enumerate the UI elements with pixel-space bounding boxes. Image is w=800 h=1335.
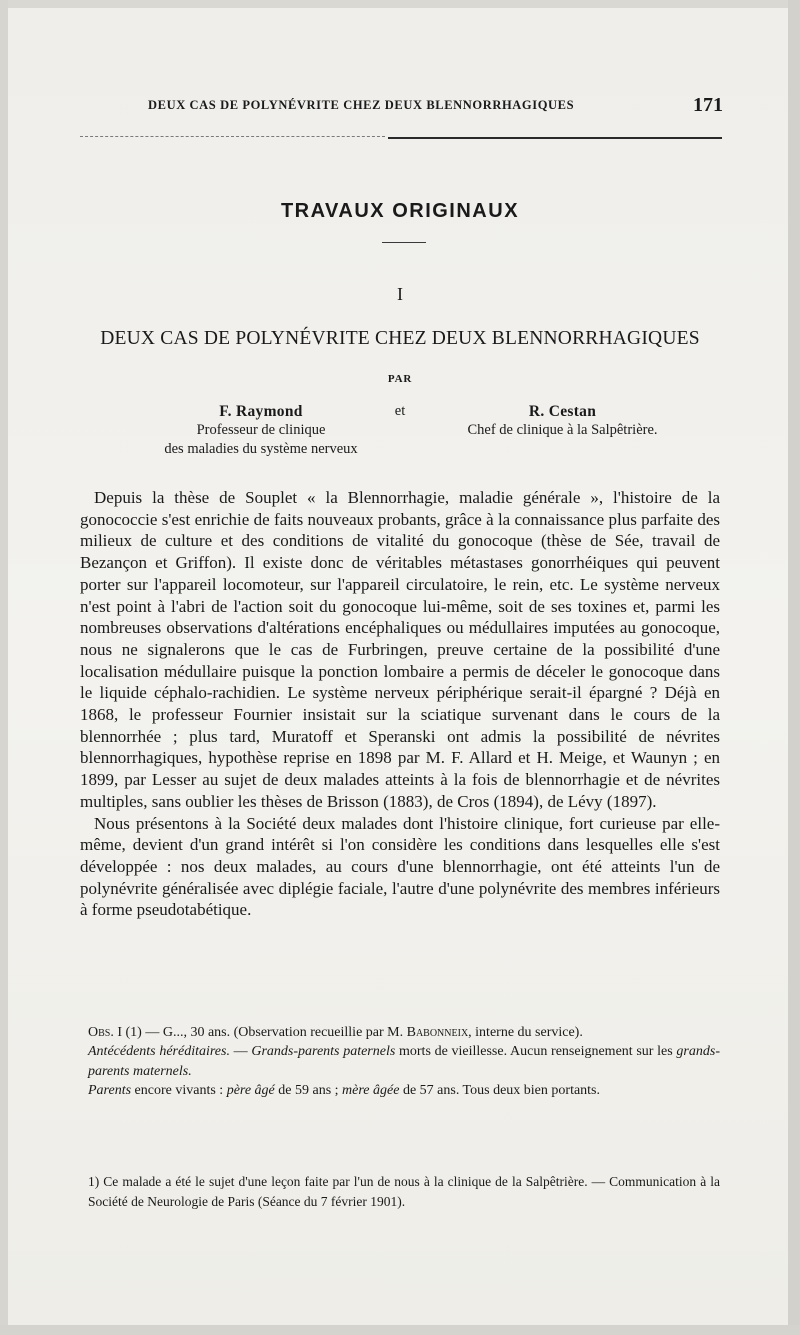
- page-number: 171: [693, 94, 723, 116]
- obs-label: Obs. I: [88, 1025, 123, 1040]
- author-2-name: R. Cestan: [528, 403, 597, 420]
- observation-block: [88, 1023, 720, 1101]
- article-title: DEUX CAS DE POLYNÉVRITE CHEZ DEUX BLENNORRHAGIQUES: [100, 328, 700, 349]
- header-rule-solid: [388, 137, 722, 139]
- footnote-text: 1) Ce malade a été le sujet d'une leçon faite par l'un de nous à la clinique de la Salpêtrière. — Communication à la Société de Neurologie de Paris (Séance du 7 février 1901).: [88, 1174, 720, 1209]
- observer-name: Babonneix: [406, 1025, 469, 1040]
- text-paternal: morts de vieillesse. Aucun renseignement sur les: [395, 1044, 677, 1060]
- author-1-role-line1: Professeur de clinique: [196, 422, 326, 438]
- footnote: [88, 1172, 720, 1212]
- running-head-title: DEUX CAS DE POLYNÉVRITE CHEZ DEUX BLENNORRHAGIQUES: [148, 98, 575, 112]
- author-1-name: F. Raymond: [219, 403, 303, 420]
- text-parents-3: de 57 ans. Tous deux bien portants.: [399, 1083, 601, 1099]
- author-2-role-line1: Chef de clinique à la Salpêtrière.: [467, 422, 658, 438]
- author-2: [440, 402, 685, 440]
- scan-edge-bottom: [0, 1325, 800, 1335]
- label-paternal: Grands-parents paternels: [251, 1044, 396, 1060]
- observation-hereditary: [88, 1042, 720, 1081]
- obs-tail: , interne du service).: [468, 1025, 583, 1040]
- body-paragraph-1: Depuis la thèse de Souplet « la Blennorrhagie, maladie générale », l'histoire de la gonococcie s'est enrichie de faits nouveaux probants, grâce à la connaissance plus parfaite des milieux de culture et des conditions de vitalité du gonocoque (thèse de Sée, travail de Bezançon et Griffon). Il existe donc de véritables métastases gonorrhéiques qui peuvent porter sur l'appareil locomoteur, sur l'appareil circulatoire, le rein, etc. Le système nerveux n'est point à l'abri de l'action soit du gonocoque lui-même, soit de ses toxines et, parmi les nombreuses observations d'altérations encéphaliques ou médullaires imputées au gonocoque, nous ne signalerons que le cas de Furbringen, preuve certaine de la possibilité d'une localisation médullaire puisque la ponction lombaire a permis de déceler le gonocoque dans le liquide céphalo-rachidien. Le système nerveux périphérique serait-il épargné ? Déjà en 1868, le professeur Fournier insistait sur la sciatique survenant dans le cours de la blennorrhée ; plus tard, Muratoff et Speranski ont admis la possibilité de névrites blennorrhagiques, hypothèse reprise en 1898 par M. F. Allard et H. Meige, et Waunyn ; en 1899, par Lesser au sujet de deux malades atteints à la fois de blennorrhagie et de névrites multiples, sans oublier les thèses de Brisson (1883), de Cros (1894), de Lévy (1897).: [80, 488, 720, 811]
- section-title-rule: [382, 242, 426, 243]
- observation-parents: [88, 1081, 720, 1100]
- section-title: TRAVAUX ORIGINAUX: [280, 200, 520, 222]
- text-parents-2: de 59 ans ;: [274, 1083, 343, 1099]
- label-mother: mère âgée: [342, 1083, 400, 1099]
- author-1-role-line2: des maladies du système nerveux: [164, 441, 358, 457]
- label-hereditary: Antécédents héréditaires.: [88, 1044, 230, 1060]
- scan-edge-top: [0, 0, 800, 8]
- header-rule-dotted: [80, 136, 385, 137]
- byline-conjunction: et: [394, 403, 406, 419]
- byline-par: PAR: [387, 373, 413, 385]
- dash: —: [229, 1044, 252, 1060]
- text-parents-1: encore vivants :: [131, 1083, 227, 1099]
- label-maternal: grands-parents maternels.: [88, 1044, 720, 1079]
- article-number: I: [397, 284, 403, 304]
- label-father: père âgé: [226, 1083, 275, 1099]
- obs-ref: (1) — G..., 30 ans. (Observation recueillie par M.: [125, 1025, 404, 1040]
- body-text: [80, 487, 720, 921]
- observation-line-1: [88, 1023, 720, 1042]
- label-parents: Parents: [88, 1083, 132, 1099]
- body-paragraph-2: Nous présentons à la Société deux malades dont l'histoire clinique, fort curieuse par elle-même, devient d'un grand intérêt si l'on considère les conditions dans lesquelles elle s'est développée : nos deux malades, au cours d'une blennorrhagie, ont été atteints l'un de polynévrite généralisée avec diplégie faciale, l'autre d'une polynévrite des membres inférieurs à forme pseudotabétique.: [80, 813, 720, 920]
- author-1: [136, 402, 386, 459]
